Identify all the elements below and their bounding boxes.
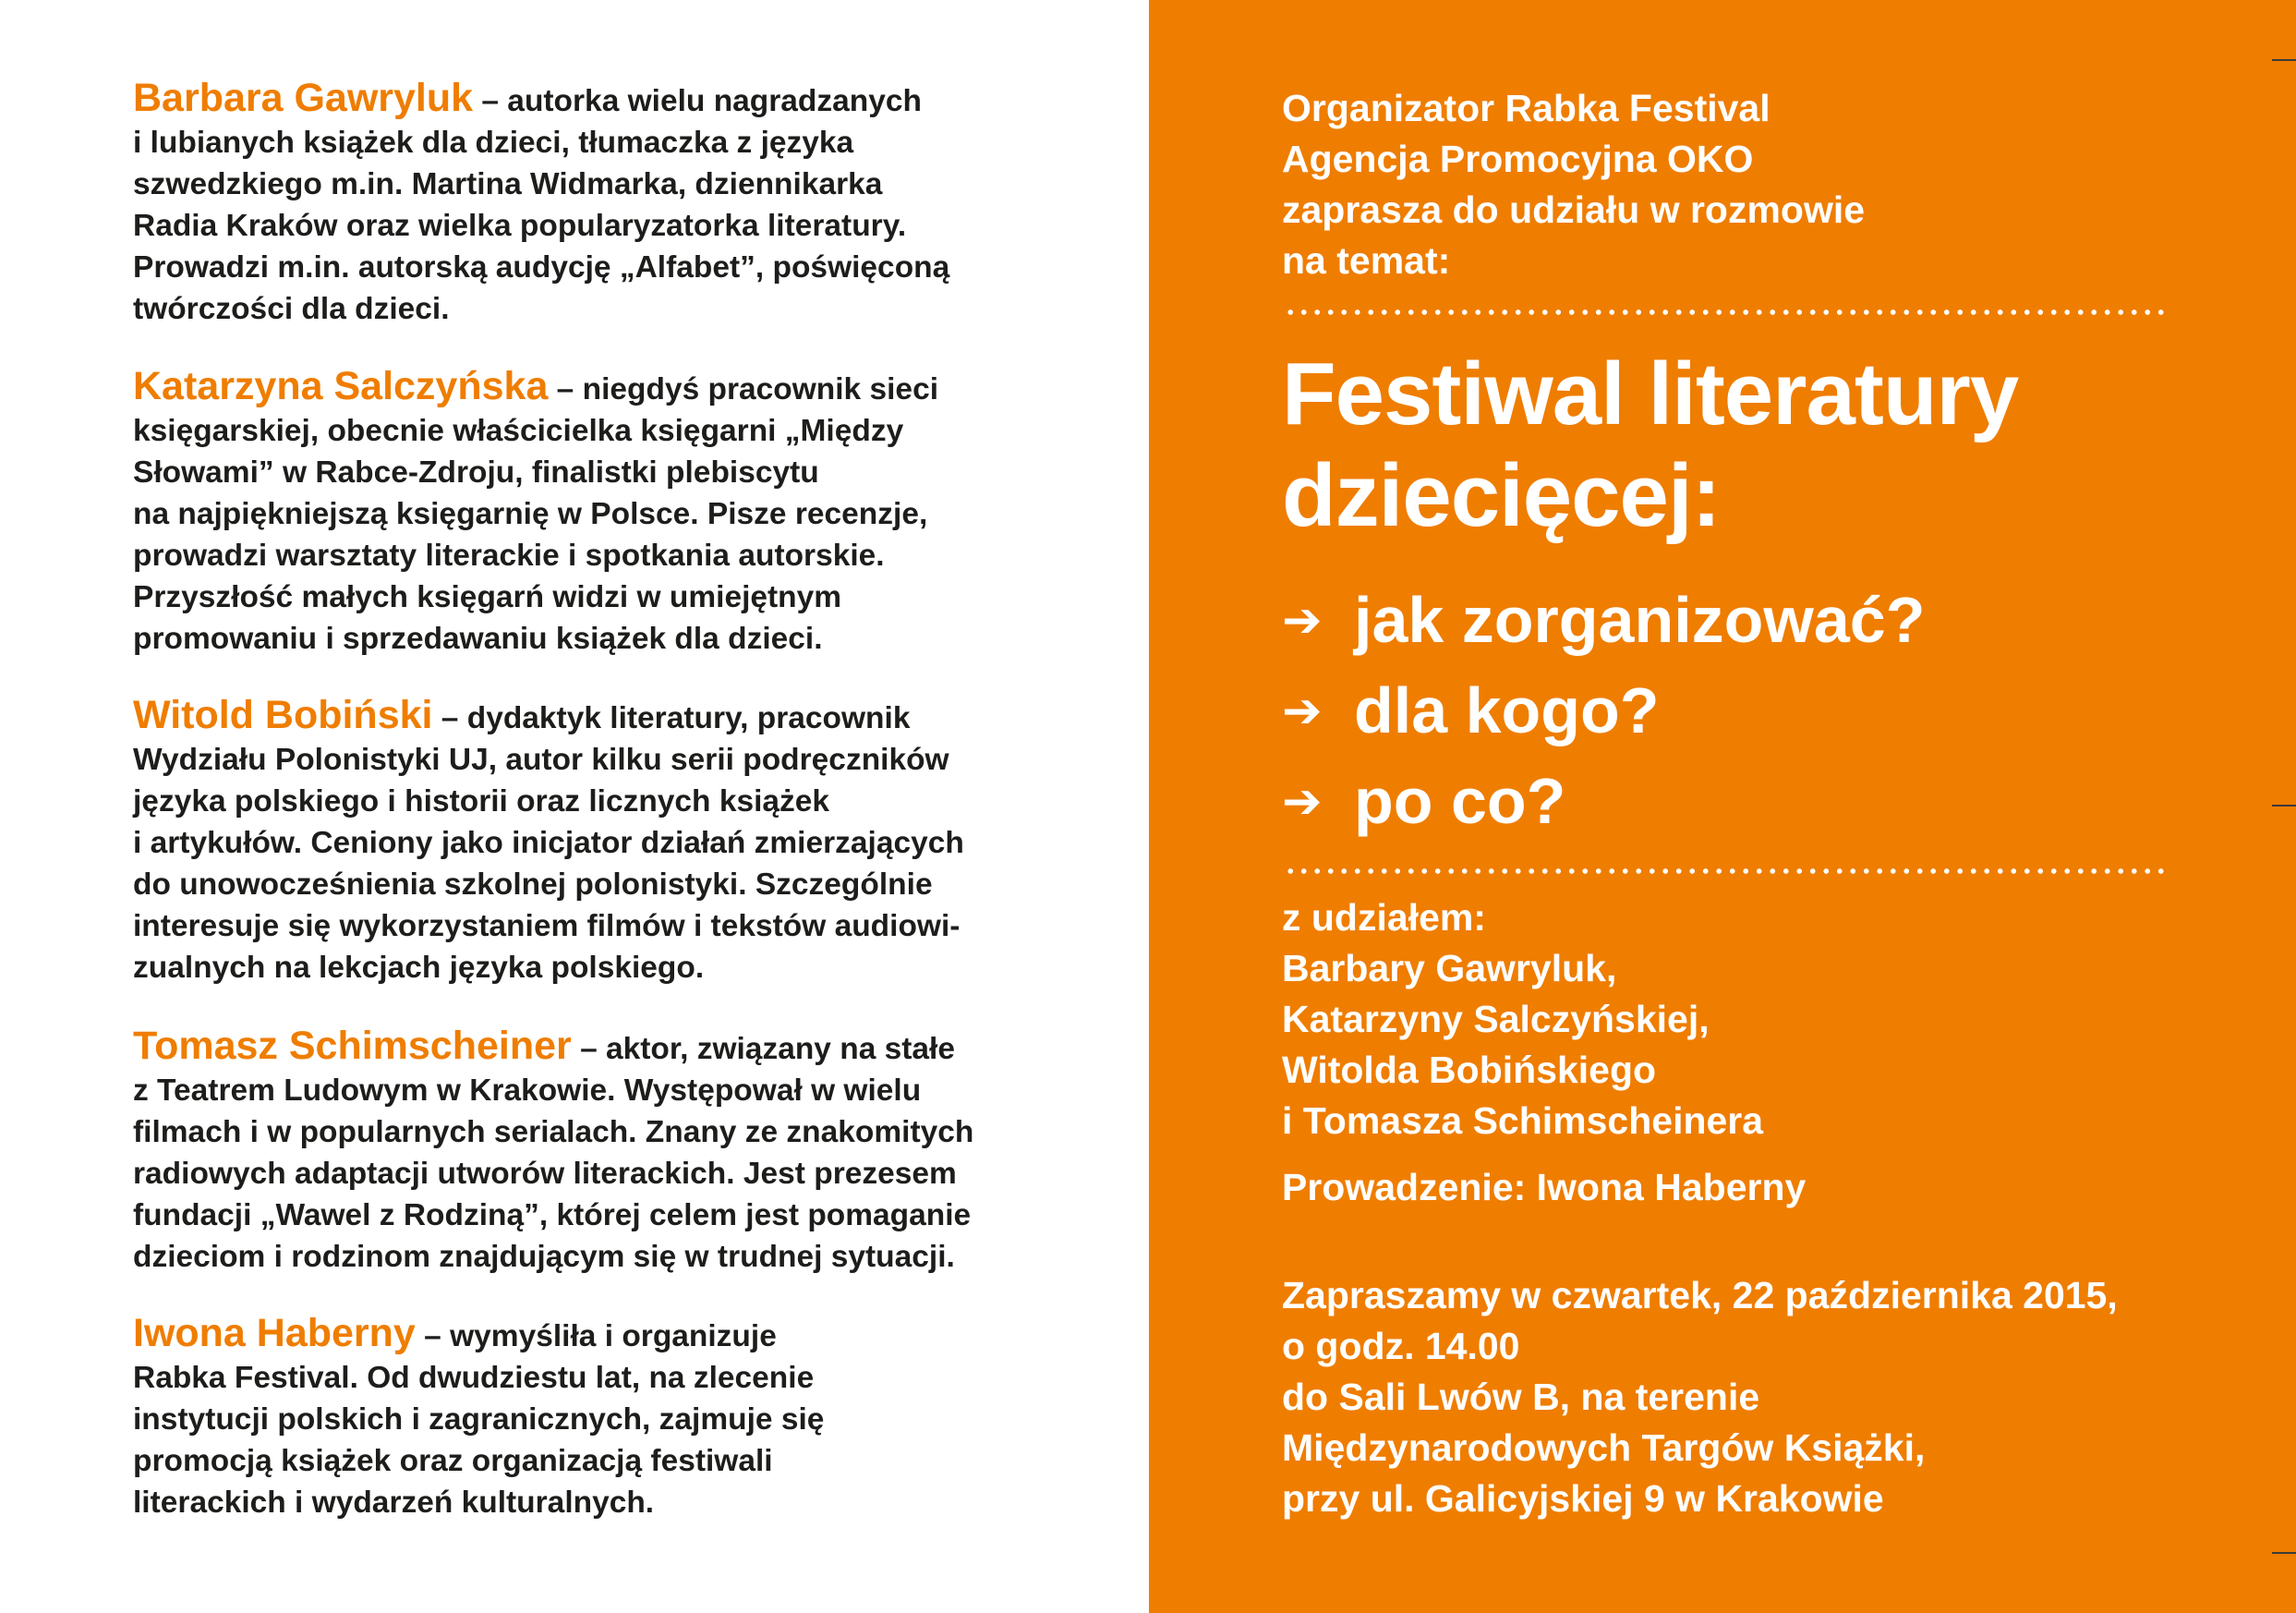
participants-line: Barbary Gawryluk, [1282, 947, 1617, 989]
title-line: Festiwal literatury [1282, 345, 2019, 443]
participants-line: i Tomasza Schimscheinera [1282, 1099, 1764, 1142]
crop-mark [2272, 1552, 2296, 1554]
bio-text: – wymyśliła i organizuje [415, 1319, 777, 1353]
bio-text: do unowocześnienia szkolnej polonistyki. Szczególnie [133, 867, 933, 902]
arrow-right-icon: ➔ [1282, 594, 1323, 648]
intro-line: Organizator Rabka Festival [1282, 87, 1770, 129]
organizer-intro [1282, 83, 1865, 286]
bio-text: promocją książek oraz organizacją festiwali [133, 1444, 773, 1478]
question-text: jak zorganizować? [1354, 584, 1926, 656]
participants-line: Katarzyny Salczyńskiej, [1282, 998, 1710, 1040]
host [1282, 1162, 1806, 1213]
bio-text: prowadzi warsztaty literackie i spotkania autorskie. [133, 539, 885, 573]
bio-text: Prowadzi m.in. autorską audycję „Alfabet”, poświęconą [133, 250, 950, 285]
bio-katarzyna-salczynska [133, 366, 1057, 660]
bio-text: fundacji „Wawel z Rodziną”, której celem jest pomaganie [133, 1198, 972, 1232]
bio-text: dzieciom i rodzinom znajdującym się w trudnej sytuacji. [133, 1240, 955, 1274]
participants [1282, 892, 1763, 1146]
bio-text: zualnych na lekcjach języka polskiego. [133, 951, 705, 985]
bio-text: Przyszłość małych księgarń widzi w umiejętnym [133, 580, 842, 614]
bio-text: – autorka wielu nagradzanych [473, 84, 922, 118]
bio-name: Tomasz Schimscheiner [133, 1024, 572, 1068]
question-text: po co? [1354, 765, 1566, 837]
event-title [1282, 344, 2018, 547]
bio-text: filmach i w popularnych serialach. Znany ze znakomitych [133, 1115, 974, 1149]
bio-text: literackich i wydarzeń kulturalnych. [133, 1486, 655, 1520]
bio-text: radiowych adaptacji utworów literackich. Jest prezesem [133, 1157, 957, 1191]
arrow-right-icon: ➔ [1282, 775, 1323, 829]
bio-text: z Teatrem Ludowym w Krakowie. Występował w wielu [133, 1073, 922, 1108]
bio-text: – aktor, związany na stałe [571, 1032, 955, 1066]
bio-name: Barbara Gawryluk [133, 76, 474, 120]
bio-text: księgarskiej, obecnie właścicielka księgarni „Między [133, 414, 904, 448]
intro-line: na temat: [1282, 239, 1451, 282]
bio-name: Witold Bobiński [133, 693, 433, 737]
bio-text: i lubianych książek dla dzieci, tłumaczka z języka [133, 126, 854, 160]
bio-text: szwedzkiego m.in. Martina Widmarka, dziennikarka [133, 167, 883, 201]
details-line: Zapraszamy w czwartek, 22 października 2015, [1282, 1274, 2118, 1316]
bio-text: interesuje się wykorzystaniem filmów i tekstów audiowi- [133, 909, 961, 943]
question-for-whom [1282, 669, 1660, 753]
bio-barbara-gawryluk [133, 78, 1057, 330]
intro-line: zaprasza do udziału w rozmowie [1282, 188, 1866, 231]
bio-text: promowaniu i sprzedawaniu książek dla dzieci. [133, 622, 823, 656]
crop-mark [2272, 805, 2296, 806]
dotted-divider-bottom [1284, 868, 2170, 874]
title-line: dziecięcej: [1282, 446, 1721, 545]
bio-text: instytucji polskich i zagranicznych, zajmuje się [133, 1402, 825, 1437]
bio-text: Wydziału Polonistyki UJ, autor kilku serii podręczników [133, 743, 949, 777]
question-how [1282, 578, 1925, 662]
bio-text: Rabka Festival. Od dwudziestu lat, na zlecenie [133, 1361, 815, 1395]
bio-text: Słowami” w Rabce-Zdroju, finalistki plebiscytu [133, 455, 819, 490]
bio-iwona-haberny [133, 1313, 1057, 1523]
bio-tomasz-schimscheiner [133, 1025, 1057, 1278]
intro-line: Agencja Promocyjna OKO [1282, 138, 1754, 180]
bio-witold-bobinski [133, 695, 1057, 988]
crop-mark [2272, 59, 2296, 61]
host-line: Prowadzenie: Iwona Haberny [1282, 1166, 1807, 1208]
details-line: do Sali Lwów B, na terenie [1282, 1376, 1760, 1418]
details-line: przy ul. Galicyjskiej 9 w Krakowie [1282, 1477, 1884, 1520]
bio-text: na najpiękniejszą księgarnię w Polsce. Pisze recenzje, [133, 497, 928, 531]
question-why [1282, 759, 1565, 843]
bio-name: Iwona Haberny [133, 1311, 416, 1355]
bio-name: Katarzyna Salczyńska [133, 364, 549, 408]
bio-text: – niegdyś pracownik sieci [548, 372, 939, 406]
event-details [1282, 1270, 2118, 1524]
bio-text: – dydaktyk literatury, pracownik [432, 701, 911, 735]
bio-text: języka polskiego i historii oraz licznych książek [133, 784, 830, 819]
details-line: Międzynarodowych Targów Książki, [1282, 1426, 1926, 1469]
bio-text: Radia Kraków oraz wielka popularyzatorka literatury. [133, 209, 907, 243]
arrow-right-icon: ➔ [1282, 685, 1323, 738]
participants-line: z udziałem: [1282, 896, 1486, 939]
dotted-divider-top [1284, 309, 2170, 315]
details-line: o godz. 14.00 [1282, 1325, 1520, 1367]
participants-line: Witolda Bobińskiego [1282, 1049, 1657, 1091]
bio-text: twórczości dla dzieci. [133, 292, 450, 326]
question-text: dla kogo? [1354, 674, 1660, 746]
bio-text: i artykułów. Ceniony jako inicjator działań zmierzających [133, 826, 964, 860]
